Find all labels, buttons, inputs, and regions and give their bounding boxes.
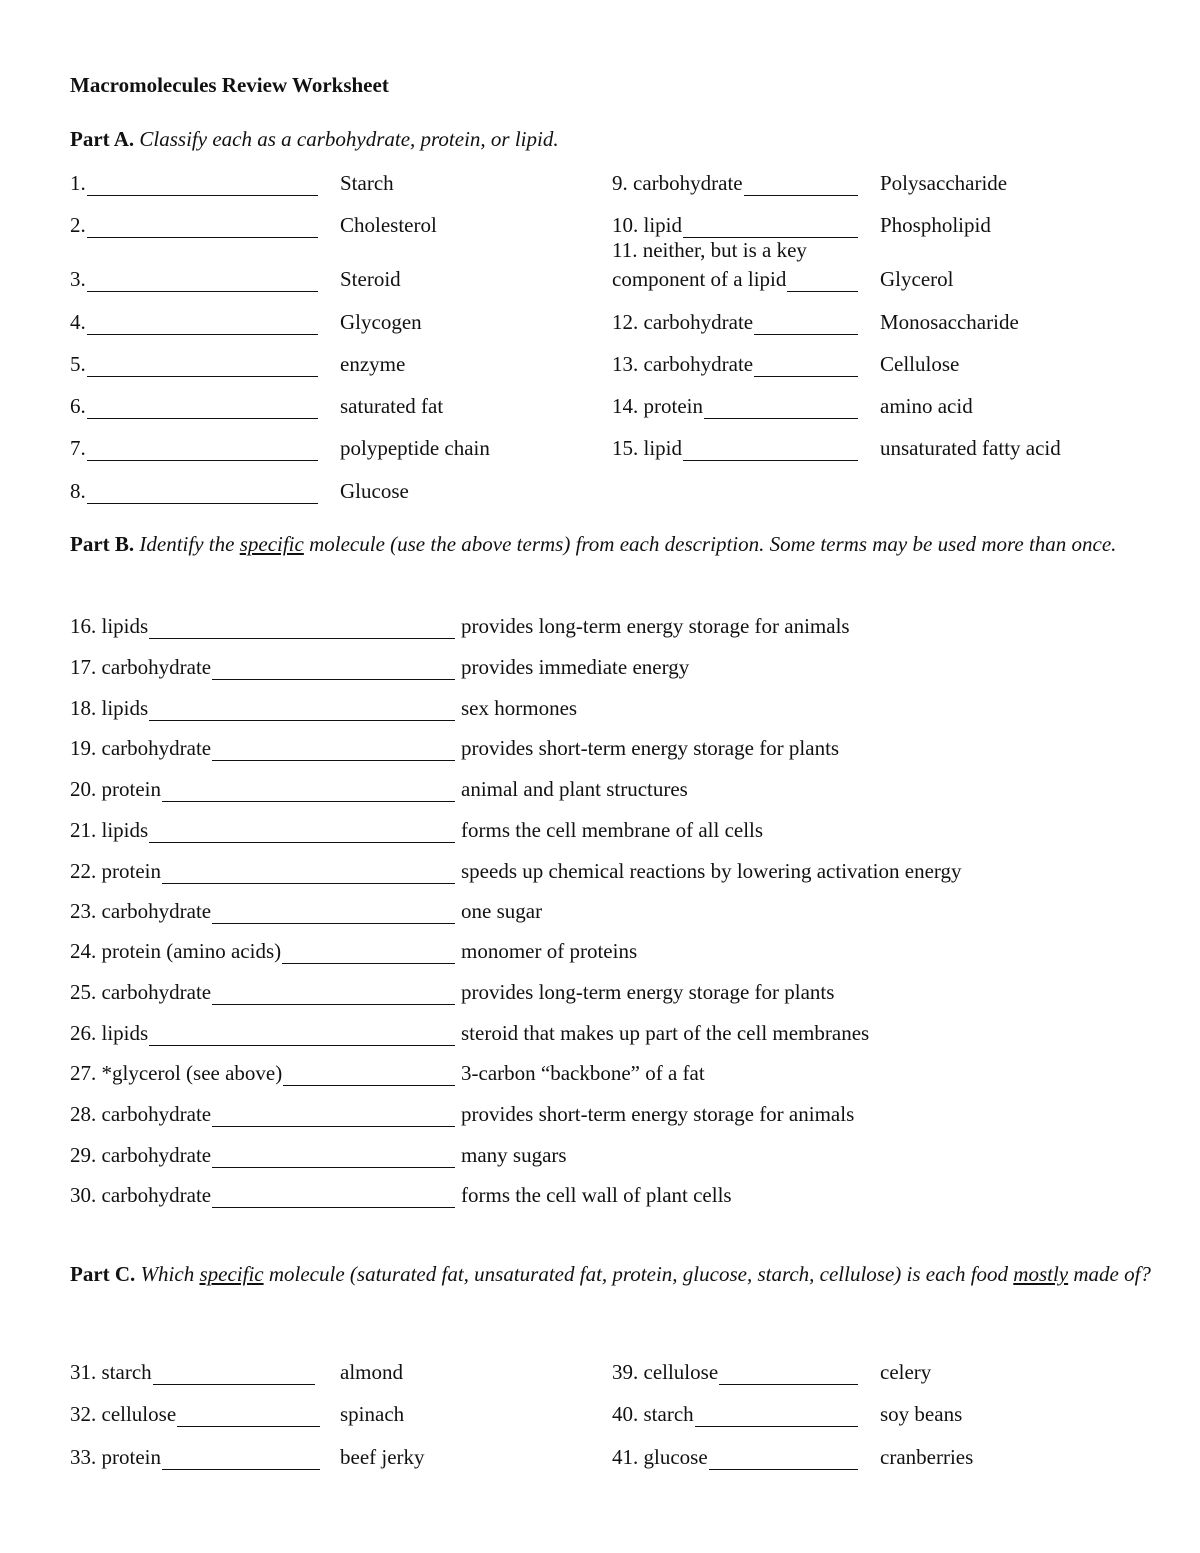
answer-blank[interactable]: 21. lipids	[70, 818, 455, 843]
list-item	[612, 352, 1172, 378]
part-b-instruction-underlined: specific	[239, 532, 304, 556]
list-item	[70, 939, 1170, 965]
answer-blank[interactable]: 24. protein (amino acids)	[70, 939, 455, 964]
list-item	[612, 267, 1172, 293]
food-label: almond	[340, 1360, 403, 1384]
description: monomer of proteins	[461, 939, 638, 963]
answer-blank[interactable]: 14. protein	[612, 394, 858, 419]
list-item	[70, 1102, 1170, 1128]
answer-blank[interactable]: 39. cellulose	[612, 1360, 858, 1385]
answer-blank[interactable]: 18. lipids	[70, 696, 455, 721]
term-label: saturated fat	[340, 394, 444, 418]
term-label: Starch	[340, 171, 394, 195]
list-item	[612, 394, 1172, 420]
list-item	[70, 736, 1170, 762]
part-a-heading	[70, 129, 559, 150]
list-item	[70, 777, 1170, 803]
list-item	[70, 1360, 590, 1386]
answer-blank[interactable]: 32. cellulose	[70, 1402, 320, 1427]
term-label: unsaturated fatty acid	[880, 436, 1061, 460]
answer-blank[interactable]: 30. carbohydrate	[70, 1183, 455, 1208]
term-label: Glucose	[340, 479, 409, 503]
answer-blank[interactable]: 15. lipid	[612, 436, 858, 461]
answer-blank[interactable]: 33. protein	[70, 1445, 320, 1470]
list-item	[612, 1445, 1172, 1471]
food-label: soy beans	[880, 1402, 963, 1426]
answer-blank[interactable]: component of a lipid	[612, 267, 858, 292]
part-b-instruction-1: Identify the	[139, 532, 235, 556]
answer-blank[interactable]: 13. carbohydrate	[612, 352, 858, 377]
part-c-instruction-1: Which	[140, 1262, 195, 1286]
description: provides long-term energy storage for plants	[461, 980, 835, 1004]
answer-blank[interactable]: 19. carbohydrate	[70, 736, 455, 761]
description: forms the cell wall of plant cells	[461, 1183, 732, 1207]
term-label: Glycogen	[340, 310, 422, 334]
list-item	[612, 310, 1172, 336]
answer-blank[interactable]: 10. lipid	[612, 213, 858, 238]
description: speeds up chemical reactions by lowering activation energy	[461, 859, 962, 883]
part-c-instruction-underlined-2: mostly	[1013, 1262, 1069, 1286]
term-label: Cholesterol	[340, 213, 437, 237]
term-label: enzyme	[340, 352, 406, 376]
food-label: spinach	[340, 1402, 405, 1426]
answer-blank[interactable]: 25. carbohydrate	[70, 980, 455, 1005]
part-b-instruction-2: molecule (use the above terms) from each description. Some terms may be used	[309, 532, 977, 556]
list-item	[612, 1360, 1172, 1386]
description: steroid that makes up part of the cell membranes	[461, 1021, 870, 1045]
list-item	[70, 980, 1170, 1006]
answer-blank[interactable]: 6.	[70, 394, 318, 419]
answer-blank[interactable]: 2.	[70, 213, 318, 238]
description: provides long-term energy storage for animals	[461, 614, 850, 638]
term-label: amino acid	[880, 394, 973, 418]
part-a-label: Part A.	[70, 127, 135, 151]
term-label: Polysaccharide	[880, 171, 1008, 195]
list-item	[70, 1143, 1170, 1169]
list-item	[70, 1445, 590, 1471]
list-item	[70, 899, 1170, 925]
description: forms the cell membrane of all cells	[461, 818, 764, 842]
list-item	[70, 1402, 590, 1428]
answer-blank[interactable]: 4.	[70, 310, 318, 335]
term-label: polypeptide chain	[340, 436, 490, 460]
list-item	[612, 436, 1172, 462]
answer-blank[interactable]: 28. carbohydrate	[70, 1102, 455, 1127]
answer-blank[interactable]: 23. carbohydrate	[70, 899, 455, 924]
list-item	[612, 213, 1172, 239]
food-label: beef jerky	[340, 1445, 425, 1469]
answer-blank[interactable]: 31. starch	[70, 1360, 315, 1385]
answer-blank[interactable]: 12. carbohydrate	[612, 310, 858, 335]
list-item	[70, 479, 1170, 505]
part-b-heading	[70, 531, 1150, 558]
description: sex hormones	[461, 696, 578, 720]
answer-blank[interactable]: 5.	[70, 352, 318, 377]
answer-blank[interactable]: 7.	[70, 436, 318, 461]
part-c-instruction-underlined-1: specific	[199, 1262, 264, 1286]
term-label: Glycerol	[880, 267, 954, 291]
part-b-label: Part B.	[70, 532, 135, 556]
list-item	[70, 818, 1170, 844]
food-label: celery	[880, 1360, 932, 1384]
term-label: Phospholipid	[880, 213, 991, 237]
description: one sugar	[461, 899, 543, 923]
list-item	[70, 696, 1170, 722]
term-label: Monosaccharide	[880, 310, 1019, 334]
answer-blank[interactable]: 41. glucose	[612, 1445, 858, 1470]
term-label: Cellulose	[880, 352, 960, 376]
list-item	[70, 655, 1170, 681]
description: many sugars	[461, 1143, 567, 1167]
description: 3-carbon “backbone” of a fat	[461, 1061, 705, 1085]
answer-blank[interactable]: 26. lipids	[70, 1021, 455, 1046]
description: provides short-term energy storage for animals	[461, 1102, 855, 1126]
answer-blank[interactable]: 22. protein	[70, 859, 455, 884]
answer-blank[interactable]: 8.	[70, 479, 318, 504]
part-c-label: Part C.	[70, 1262, 136, 1286]
food-label: cranberries	[880, 1445, 974, 1469]
list-item	[70, 859, 1170, 885]
list-item	[70, 614, 1170, 640]
list-item	[612, 171, 1172, 197]
term-label: Steroid	[340, 267, 401, 291]
answer-blank[interactable]: 29. carbohydrate	[70, 1143, 455, 1168]
description: provides immediate energy	[461, 655, 690, 679]
list-item	[70, 1021, 1170, 1047]
answer-text-line1: 11. neither, but is a key	[612, 238, 807, 262]
part-c-instruction-2: molecule (saturated fat, unsaturated fat, protein, glucose, starch, cellulose) is each food	[268, 1262, 1009, 1286]
list-item	[612, 1402, 1172, 1428]
answer-blank[interactable]: 17. carbohydrate	[70, 655, 455, 680]
list-item	[70, 1061, 1170, 1087]
answer-blank[interactable]: 20. protein	[70, 777, 455, 802]
part-c-instruction-3: made of?	[1073, 1262, 1151, 1286]
answer-blank[interactable]: 16. lipids	[70, 614, 455, 639]
list-item	[70, 1183, 1170, 1209]
answer-blank[interactable]: 9. carbohydrate	[612, 171, 858, 196]
part-a-instruction: Classify each as a carbohydrate, protein, or lipid.	[139, 127, 559, 151]
answer-blank[interactable]: 1.	[70, 171, 318, 196]
part-b-instruction-3: more than once.	[981, 532, 1117, 556]
description: animal and plant structures	[461, 777, 688, 801]
answer-blank[interactable]: 40. starch	[612, 1402, 858, 1427]
answer-blank[interactable]: 3.	[70, 267, 318, 292]
part-c-heading	[70, 1261, 1160, 1288]
page-title: Macromolecules Review Worksheet	[70, 73, 389, 97]
description: provides short-term energy storage for plants	[461, 736, 840, 760]
answer-blank[interactable]: 27. *glycerol (see above)	[70, 1061, 455, 1086]
